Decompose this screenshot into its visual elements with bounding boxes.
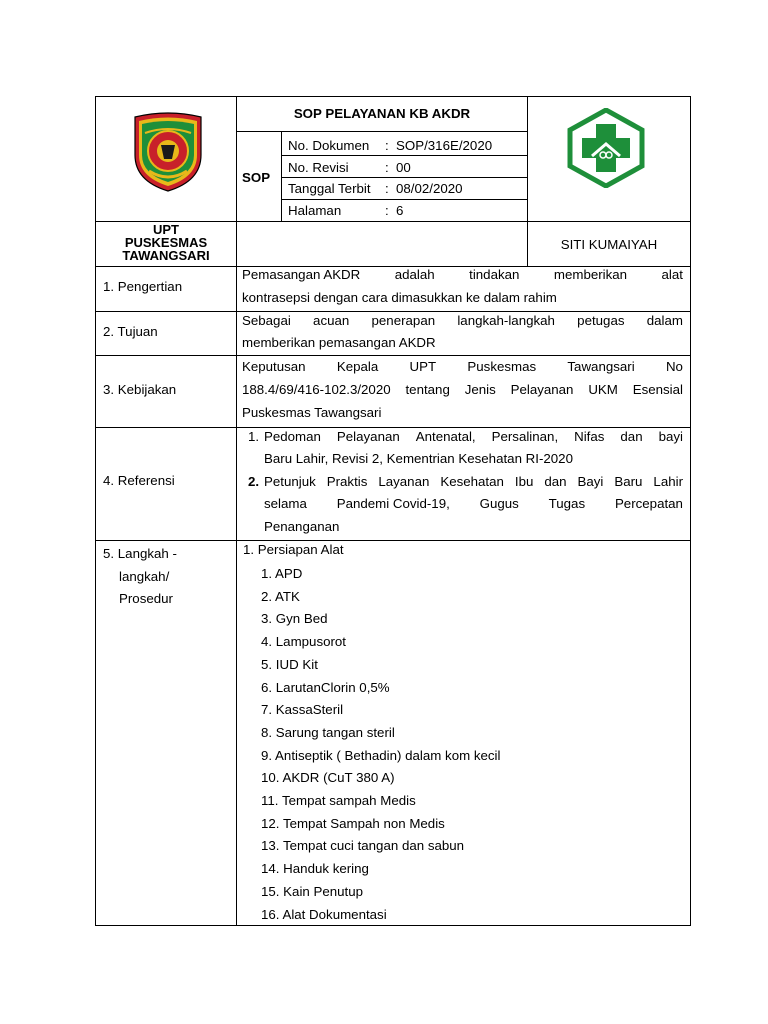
referensi-item2-line2	[264, 497, 683, 510]
word: Persalinan,	[491, 429, 559, 444]
word: Pedoman	[264, 429, 321, 444]
org-name-line1: UPT	[153, 222, 179, 237]
list-item: 11. Tempat sampah Medis	[261, 793, 416, 809]
word: dan	[620, 429, 643, 444]
word: Sebagai	[242, 313, 291, 328]
langkah-label-line1: 5. Langkah -	[103, 546, 177, 561]
meta-sep: :	[385, 203, 389, 218]
referensi-item2-line3: Penanganan	[264, 519, 340, 534]
section-label-referensi: 4. Referensi	[103, 473, 175, 488]
tujuan-line1	[242, 314, 683, 327]
meta-label-doc-number: No. Dokumen	[288, 138, 370, 153]
list-item: 1. APD	[261, 566, 303, 581]
referensi-item2-number: 2.	[248, 474, 260, 489]
referensi-item1-number: 1.	[248, 429, 260, 444]
word: langkah-langkah	[457, 313, 555, 328]
word: memberikan	[553, 267, 628, 282]
list-item: 15. Kain Penutup	[261, 883, 364, 899]
word: petugas	[577, 313, 625, 328]
meta-label-page: Halaman	[288, 203, 342, 218]
meta-sep: :	[385, 160, 389, 175]
tujuan-line2: memberikan pemasangan AKDR	[242, 335, 436, 350]
word: Tawangsari	[567, 359, 635, 374]
meta-sep: :	[385, 138, 389, 153]
word: Antenatal,	[415, 429, 476, 444]
word: tindakan	[469, 267, 520, 282]
word: dalam	[646, 313, 683, 328]
word: penerapan	[371, 313, 436, 328]
langkah-label-line3: Prosedur	[119, 591, 173, 606]
list-item: 13. Tempat cuci tangan dan sabun	[261, 838, 465, 854]
word: bayi	[658, 429, 683, 444]
list-item: 8. Sarung tangan steril	[261, 724, 395, 740]
sop-label: SOP	[242, 170, 271, 185]
word: No	[665, 359, 683, 374]
word: Pelayanan	[336, 429, 400, 444]
referensi-item1-line1	[264, 430, 683, 443]
langkah-heading: 1. Persiapan Alat	[243, 542, 344, 557]
org-name-line2: PUSKESMAS	[124, 235, 208, 250]
word: Pemasangan AKDR	[242, 267, 361, 282]
word: selama	[264, 496, 307, 511]
pengertian-line2: kontrasepsi dengan cara dimasukkan ke dalam rahim	[242, 290, 557, 305]
meta-label-revision: No. Revisi	[288, 160, 349, 175]
meta-value-issue-date: 08/02/2020	[396, 181, 463, 196]
regency-seal-logo	[131, 111, 205, 193]
section-label-pengertian: 1. Pengertian	[103, 279, 183, 294]
word: adalah	[394, 267, 435, 282]
org-name-line3: TAWANGSARI	[122, 248, 210, 263]
word: Kepala	[336, 359, 379, 374]
meta-value-page: 6	[396, 203, 404, 218]
word: Tugas	[548, 496, 586, 511]
list-item: 4. Lampusorot	[261, 634, 347, 650]
word: Gugus	[479, 496, 519, 511]
word: Percepatan	[614, 496, 683, 511]
section-label-tujuan: 2. Tujuan	[103, 324, 158, 339]
list-item: 5. IUD Kit	[261, 656, 318, 672]
list-item: 16. Alat Dokumentasi	[261, 906, 387, 922]
list-item: 10. AKDR (CuT 380 A)	[261, 770, 395, 786]
word: UPT	[409, 359, 437, 374]
section-label-kebijakan: 3. Kebijakan	[103, 382, 177, 397]
word: Keputusan	[242, 359, 306, 374]
kebijakan-line2: 188.4/69/416-102.3/2020 tentang Jenis Pelayanan UKM Esensial	[242, 382, 683, 397]
pengertian-line1	[242, 268, 683, 281]
langkah-label-line2: langkah/	[119, 568, 170, 584]
list-item: 14. Handuk kering	[261, 861, 369, 877]
meta-value-revision: 00	[396, 160, 411, 175]
list-item: 3. Gyn Bed	[261, 611, 328, 627]
list-item: 12. Tempat Sampah non Medis	[261, 815, 445, 831]
word: alat	[661, 267, 683, 282]
word: acuan	[313, 313, 350, 328]
meta-label-issue-date: Tanggal Terbit	[288, 181, 371, 196]
meta-sep: :	[385, 181, 389, 196]
equipment-list	[261, 563, 500, 926]
puskesmas-cross-logo	[566, 108, 646, 188]
document-title: SOP PELAYANAN KB AKDR	[293, 106, 471, 121]
kebijakan-line1	[242, 360, 683, 373]
org-name	[96, 223, 236, 262]
word: Nifas	[574, 429, 605, 444]
word: Puskesmas	[467, 359, 537, 374]
list-item: 2. ATK	[261, 588, 300, 604]
referensi-item1-line2: Baru Lahir, Revisi 2, Kementrian Kesehatan RI-2020	[264, 451, 573, 466]
word: Pandemi Covid-19,	[336, 496, 450, 511]
list-item: 7. KassaSteril	[261, 702, 344, 718]
list-item: 6. LarutanClorin 0,5%	[261, 679, 390, 695]
meta-value-doc-number: SOP/316E/2020	[396, 138, 493, 153]
kebijakan-line3: Puskesmas Tawangsari	[242, 405, 382, 420]
referensi-item2-line1: Petunjuk Praktis Layanan Kesehatan Ibu dan Bayi Baru Lahir	[264, 474, 683, 489]
section-label-langkah	[103, 543, 177, 611]
list-item: 9. Antiseptik ( Bethadin) dalam kom kecil	[261, 747, 501, 763]
signer-name: SITI KUMAIYAH	[560, 237, 658, 252]
